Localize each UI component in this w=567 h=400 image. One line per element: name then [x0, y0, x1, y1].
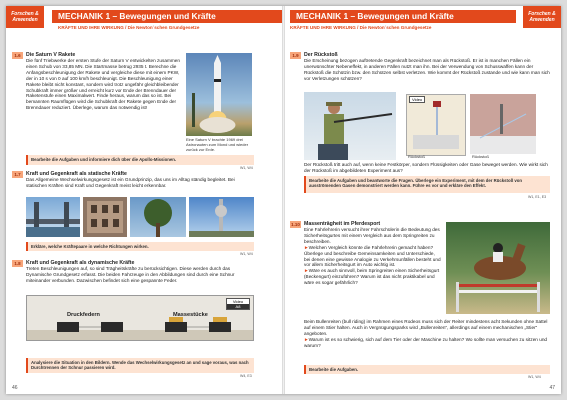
chapter-banner: MECHANIK 1 – Bewegungen und Kräfte: [290, 10, 516, 23]
horse-icon: [446, 222, 550, 314]
video-id: A8: [227, 304, 249, 309]
task-number: 1.9: [290, 52, 301, 59]
section-text: Eine Fahrlehrerin versucht ihrer Fahrschülerin die Bedeutung des Sicherheitsgurtes mit einem Vergleich aus dem Springreiten zu beschreiben.: [304, 227, 440, 244]
video-badge[interactable]: [226, 298, 250, 310]
competence-code: W4, E3: [240, 374, 252, 378]
task-number: 1.6: [12, 52, 23, 59]
competence-code: W1, W4: [240, 166, 253, 170]
task-box: Erkläre, welche Kräftepaare in welche Richtungen wirken.: [26, 242, 254, 251]
left-page: [6, 6, 283, 394]
carts-photo: [26, 295, 254, 341]
chapter-banner: MECHANIK 1 – Bewegungen und Kräfte: [52, 10, 283, 23]
competence-code: W1, E1, E3: [528, 195, 547, 199]
task-number: 1.8: [12, 260, 23, 267]
tree-photo: [130, 197, 186, 237]
hose-icon: [470, 94, 536, 154]
photo-label: Rückstoß: [408, 154, 425, 159]
building-icon: [83, 197, 127, 237]
section-text: Das Allgemeine Wechselwirkungsgesetz ist ein Grundprinzip, das uns im Alltag ständig begleitet. Bei statischen Kräften sind Kraft und Gegenkraft meist leicht erkennbar.: [26, 177, 235, 188]
task-box: Bearbeite die Aufgaben und informiere dich über die Apollo-Missionen.: [26, 155, 254, 165]
chapter-subtitle: KRÄFTE UND IHRE WIRKUNG / Die Newton´schen Grundgesetze: [290, 25, 432, 30]
chapter-subtitle: KRÄFTE UND IHRE WIRKUNG / Die Newton´schen Grundgesetze: [58, 25, 200, 30]
section-text: Treten Beschleunigungen auf, so sind Trägheitskräfte zu berücksichtigen. Diese werden durch das Dynamische Grundgesetz erfasst. Die beiden Fahrzeuge in den Abbildungen sind durch eine Schnur miteinander verbunden. Dazwischen befindet sich eine gespannte Feder.: [26, 266, 235, 283]
video-label: Video: [232, 299, 244, 304]
building-photo: [83, 197, 127, 237]
task-box: Bearbeite die Aufgaben.: [304, 365, 550, 374]
sink-icon: [407, 95, 465, 155]
section-text: Der Rückstoß tritt auch auf, wenn keine Festkörper, sondern Flüssigkeiten oder Gase beweget werden. Wie wirkt sich der Rückstoß im abgebildeten Experiment aus?: [304, 162, 548, 173]
section-title: Die Saturn V Rakete: [26, 52, 76, 58]
shooter-photo: [304, 92, 396, 160]
photo-label: Rückstoß: [472, 154, 489, 159]
shooter-icon: [304, 92, 396, 160]
section-dynamic: [26, 260, 254, 284]
rocket-icon: [186, 53, 252, 136]
section-text: Die Erscheinung bezogen auftretende Gegenkraft bezeichnet man als Rückstoß. Er ist in manchen Fällen ein unerwünschter Nebeneffekt, in anderen Fällen nutzt man ihn. Bei der Verwendung von Schusswaffen kann der Rückstoß die Schützin bzw. den Schützen selbst verletzen. Wie kommt der Rückstoß zustande und wie kann man sich vor Verletzungen schützen?: [304, 58, 550, 81]
bullet-item: ► Welchen Vergleich könnte die Fahrlehrerin gemacht haben? Überlege und beschreibe Gemeinsamkeiten und Unterschiede, bei denen eine gewisse Analogie zu Verkehrsunfällen besteht und vor allem Sicherheitsgurt im Auto wichtig ist.: [304, 245, 442, 269]
video-badge[interactable]: Video: [409, 96, 425, 103]
section-equestrian: [304, 221, 442, 286]
bullet-item: ► Warum ist es so schwierig, sich auf dem Tier oder der Maschine zu halten? Wo sollte man versuchen zu sitzen und warum?: [304, 337, 550, 349]
competence-code: W1, W4: [528, 375, 541, 379]
sink-photo: [406, 94, 466, 156]
section-title: Der Rückstoß: [304, 52, 338, 58]
task-number: 1.10: [291, 222, 300, 227]
task-box: Bearbeite die Aufgaben und beantworte die Fragen. Überlege ein Experiment, mit dem der Rückstoß von ausströmenden Gasen demonstriert werden kann. Führe es vor und erkläre den Effekt.: [304, 176, 550, 193]
bullet-item: ► Wäre es auch sinnvoll, beim Springreiten einen Sicherheitsgurt (Beckengurt) einzuführen? Warum ist das nicht praktikabel und wäre es sogar gefährlich?: [304, 268, 442, 286]
carts-icon: [27, 296, 254, 341]
section-bullriding: [304, 319, 550, 349]
task-number: 1.7: [12, 171, 23, 178]
section-title: Kraft und Gegenkraft als dynamische Kräfte: [26, 260, 135, 266]
tower-icon: [189, 197, 254, 237]
section-recoil: [304, 52, 550, 82]
section-text: Beim Bullenreiten (bull riding) im Rahmen eines Rodeos muss sich der Reiter mindestens acht Sekunden ohne Sattel auf einem Stier halten. Auch in Vergnügungsparks wird „Bullenreiten“, allerdings auf einem mechanischen „Stier“ angeboten.: [304, 319, 548, 336]
bridge-icon: [26, 197, 80, 237]
photo-caption: Eine Saturn V brachte 1969 drei Astronauten zum Mond und wieder zurück zur Erde.: [186, 137, 249, 152]
book-spread: [6, 6, 561, 394]
bridge-photo: [26, 197, 80, 237]
saturn-rocket-photo: [186, 53, 252, 136]
section-text: Die fünf Triebwerke der ersten Stufe der Saturn V entwickelten zusammen einen Schub von 33,85 MN. Die Startmasse betrug 2935 t. Berechne die Anfangsbeschleunigung der Rakete und vergleiche diese mit einem PKW, der in 10 s von 0 auf 100 km/h beschleunigt. Die Beschleunigung einer Rakete bleibt nicht konstant, sondern wird trotz ungefähr gleichbleibender Schubkraft immer größer und erreicht kurz vor Ende der Brenndauer der Raketenstufe einen Maximalwert. Finde heraus, warum das so ist. Bei bemannten Raumflügen wird die Schubkraft der Rakete gegen Ende der Brenndauer reduziert. Überlege, warum das notwendig ist!: [26, 58, 180, 111]
section-title: Massenträgheit im Pferdesport: [304, 221, 381, 227]
competence-code: W1, W4: [240, 252, 253, 256]
right-page: [284, 6, 561, 394]
page-number: 46: [12, 385, 18, 391]
section-saturn: [26, 52, 182, 111]
section-static: [26, 171, 254, 189]
tree-icon: [130, 197, 186, 237]
tower-photo: [189, 197, 254, 237]
photo-label: Massestücke: [173, 312, 208, 318]
photo-label: Druckfedern: [67, 312, 100, 318]
section-tab: Forschen & Anwenden: [523, 6, 561, 28]
task-box: Analysiere die Situation in den Bildern. Wende das Wechselwirkungsgesetz an und sage voraus, was nach Durchtrennen der Schnur passieren wird.: [26, 358, 254, 373]
section-tab: Forschen & Anwenden: [6, 6, 44, 28]
section-title: Kraft und Gegenkraft als statische Kräfte: [26, 171, 127, 177]
horse-jump-photo: [446, 222, 550, 314]
page-number: 47: [549, 385, 555, 391]
hose-photo: [470, 94, 536, 154]
